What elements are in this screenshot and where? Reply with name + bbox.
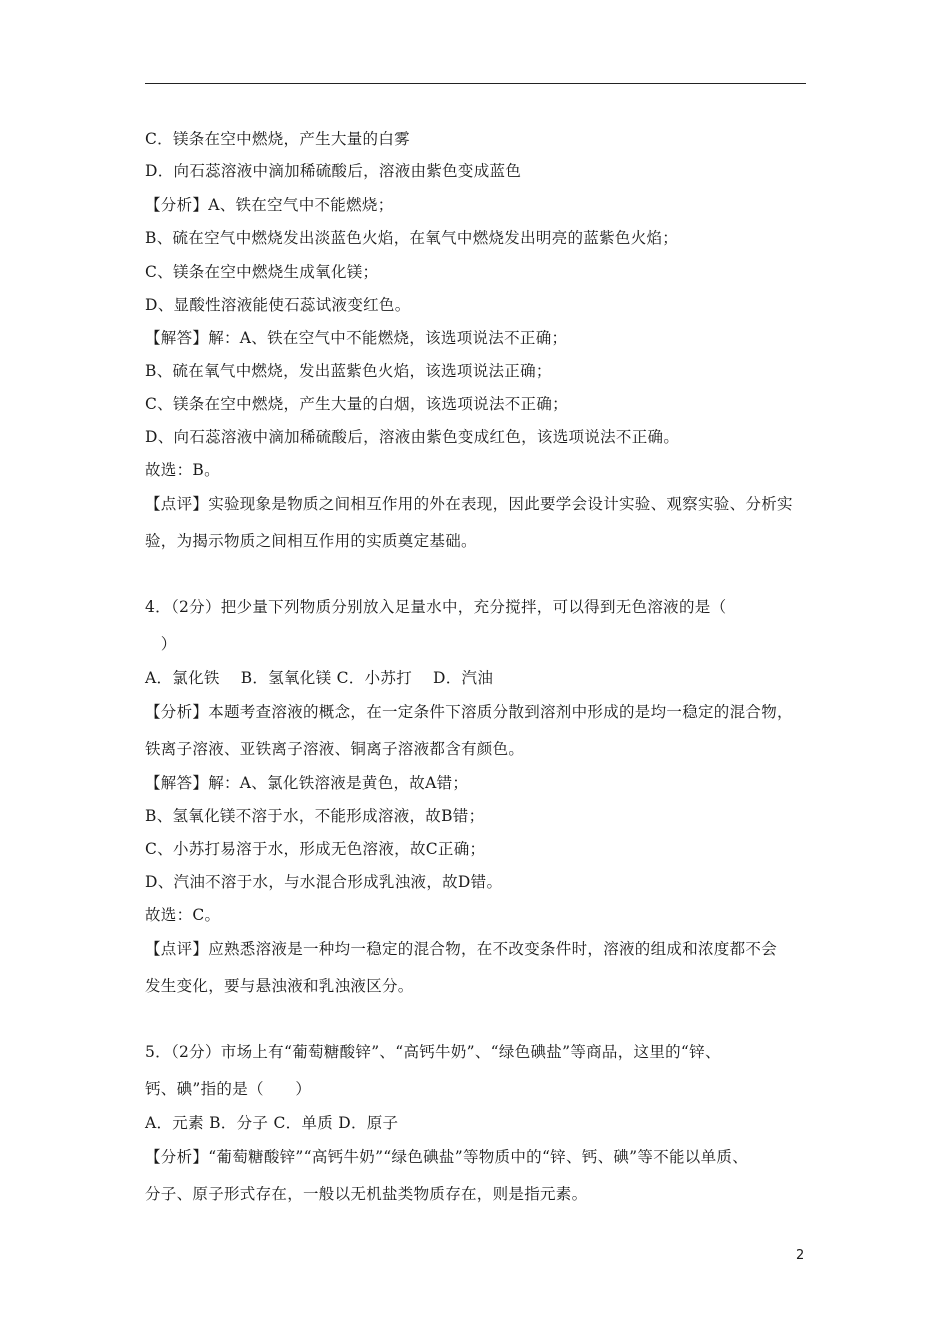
text-line: 发生变化，要与悬浊液和乳浊液区分。 <box>145 977 414 995</box>
text-line: 分子、原子形式存在，一般以无机盐类物质存在，则是指元素。 <box>145 1185 588 1203</box>
text-line: D．向石蕊溶液中滴加稀硫酸后，溶液由紫色变成蓝色 <box>145 162 522 180</box>
question-stem: ） <box>145 635 177 653</box>
text-line: 【点评】应熟悉溶液是一种均一稳定的混合物，在不改变条件时，溶液的组成和浓度都不会 <box>145 940 778 958</box>
text-line: 【点评】实验现象是物质之间相互作用的外在表现，因此要学会设计实验、观察实验、分析实 <box>145 495 793 513</box>
text-line: 验，为揭示物质之间相互作用的实质奠定基础。 <box>145 532 477 550</box>
text-line: D、向石蕊溶液中滴加稀硫酸后，溶液由紫色变成红色，该选项说法不正确。 <box>145 428 680 446</box>
header-rule <box>145 83 806 84</box>
text-line: 【解答】解：A、铁在空气中不能燃烧，该选项说法不正确； <box>145 329 568 347</box>
text-line: 【分析】本题考查溶液的概念，在一定条件下溶质分散到溶剂中形成的是均一稳定的混合物， <box>145 703 793 721</box>
text-line: D、汽油不溶于水，与水混合形成乳浊液，故D错。 <box>145 873 503 891</box>
text-line: 铁离子溶液、亚铁离子溶液、铜离子溶液都含有颜色。 <box>145 740 525 758</box>
text-line: B、硫在空气中燃烧发出淡蓝色火焰，在氧气中燃烧发出明亮的蓝紫色火焰； <box>145 229 679 247</box>
text-line: 【分析】A、铁在空气中不能燃烧； <box>145 196 394 214</box>
question-stem: 4．（2分）把少量下列物质分别放入足量水中，充分搅拌，可以得到无色溶液的是（ <box>145 598 727 616</box>
text-line: B、硫在氧气中燃烧，发出蓝紫色火焰，该选项说法正确； <box>145 362 552 380</box>
text-line: C．镁条在空中燃烧，产生大量的白雾 <box>145 130 410 148</box>
question-stem: 钙、碘”指的是（ ） <box>145 1080 312 1098</box>
page-number: 2 <box>796 1248 805 1263</box>
text-line: 【分析】“葡萄糖酸锌”“高钙牛奶”“绿色碘盐”等物质中的“锌、钙、碘”等不能以单质、 <box>145 1148 748 1166</box>
text-line: C、镁条在空中燃烧，产生大量的白烟，该选项说法不正确； <box>145 395 568 413</box>
text-line: D、显酸性溶液能使石蕊试液变红色。 <box>145 296 411 314</box>
text-line: B、氢氧化镁不溶于水，不能形成溶液，故B错； <box>145 807 485 825</box>
text-line: C、小苏打易溶于水，形成无色溶液，故C正确； <box>145 840 486 858</box>
text-line: 故选：B。 <box>145 461 220 479</box>
text-line: 【解答】解：A、氯化铁溶液是黄色，故A错； <box>145 774 469 792</box>
answer-options: A．氯化铁 B．氢氧化镁 C．小苏打 D．汽油 <box>145 669 494 687</box>
question-stem: 5．（2分）市场上有“葡萄糖酸锌”、“高钙牛奶”、“绿色碘盐”等商品，这里的“锌、 <box>145 1043 721 1061</box>
text-line: 故选：C。 <box>145 906 221 924</box>
text-line: C、镁条在空中燃烧生成氧化镁； <box>145 263 379 281</box>
answer-options: A．元素 B．分子 C．单质 D．原子 <box>145 1114 399 1132</box>
